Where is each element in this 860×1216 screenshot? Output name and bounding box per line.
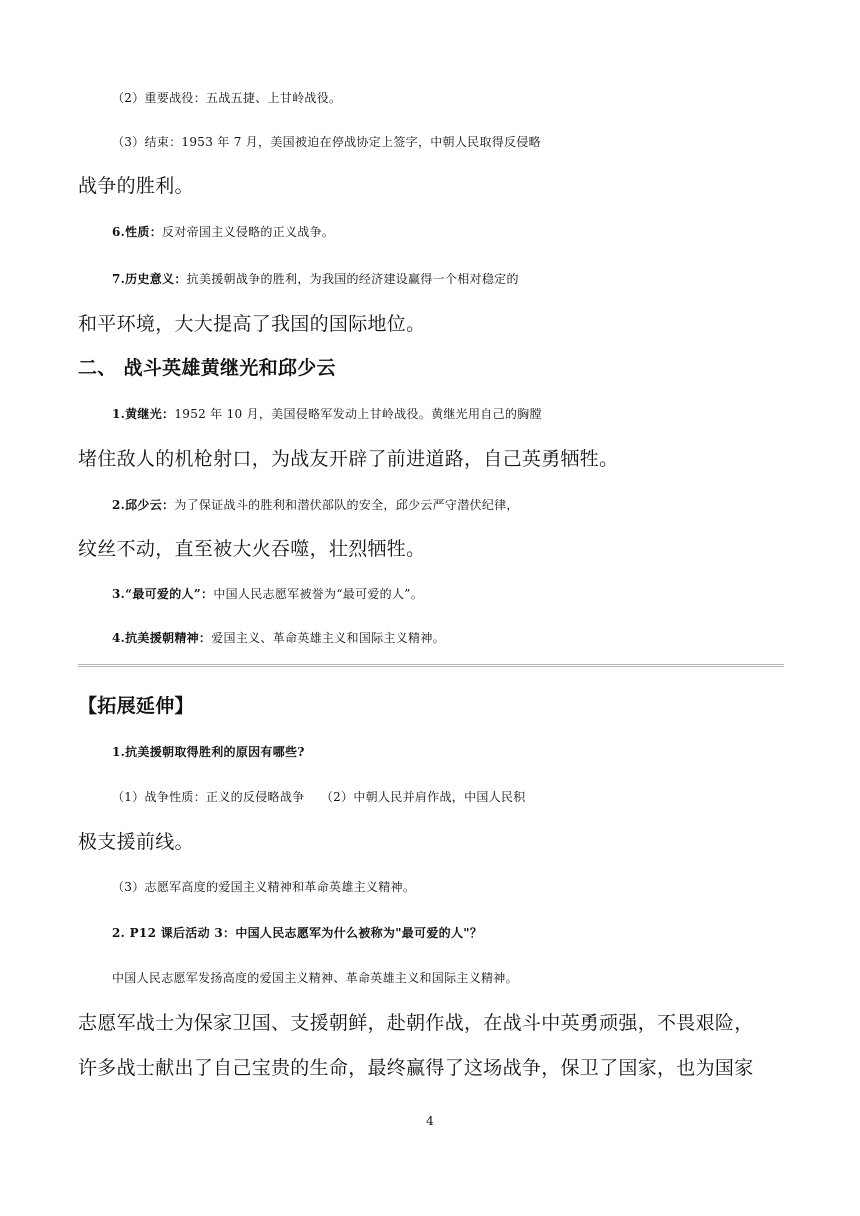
- answer-1-line-3: （3）志愿军高度的爱国主义精神和革命英雄主义精神。: [112, 880, 416, 894]
- answer-1-line-2: 极支援前线。: [78, 831, 194, 853]
- paragraph-huang-jiguang: [112, 400, 818, 428]
- huang-label: 1.黄继光：: [112, 407, 175, 421]
- significance-text: 抗美援朝战争的胜利，为我国的经济建设赢得一个相对稳定的: [186, 272, 519, 286]
- paragraph-most-lovable: [112, 580, 818, 608]
- paragraph-huang-cont: 堵住敌人的机枪射口，为战友开辟了前进道路，自己英勇牺牲。: [78, 448, 619, 470]
- answer-2-line-2: 志愿军战士为保家卫国、支援朝鲜，赴朝作战，在战斗中英勇顽强，不畏艰险，: [78, 1012, 754, 1034]
- paragraph-qiu-cont: 纹丝不动，直至被大火吞噬，壮烈牺牲。: [78, 538, 426, 560]
- paragraph-spirit: [112, 624, 818, 652]
- huang-text: 1952 年 10 月，美国侵略军发动上甘岭战役。黄继光用自己的胸膛: [174, 407, 542, 421]
- spirit-text: 爱国主义、革命英雄主义和国际主义精神。: [211, 631, 445, 645]
- spirit-label: 4.抗美援朝精神：: [112, 631, 212, 645]
- qiu-label: 2.邱少云：: [112, 498, 175, 512]
- answer-2-line-3: 许多战士献出了自己宝贵的生命，最终赢得了这场战争，保卫了国家，也为国家: [78, 1057, 754, 1079]
- section-divider: [78, 664, 784, 667]
- paragraph-qiu-shaoyun: [112, 491, 818, 519]
- qiu-text: 为了保证战斗的胜利和潜伏部队的安全，邱少云严守潜伏纪律，: [174, 498, 519, 512]
- answer-2-line-1: 中国人民志愿军发扬高度的爱国主义精神、革命英雄主义和国际主义精神。: [112, 971, 518, 985]
- question-1: 1.抗美援朝取得胜利的原因有哪些?: [112, 745, 305, 759]
- paragraph-significance: [112, 265, 818, 293]
- question-2: 2. P12 课后活动 3：中国人民志愿军为什么被称为"最可爱的人"？: [112, 926, 483, 940]
- most-lovable-text: 中国人民志愿军被誉为“最可爱的人”。: [213, 587, 424, 601]
- nature-text: 反对帝国主义侵略的正义战争。: [162, 225, 335, 239]
- page-number: 4: [426, 1114, 434, 1128]
- paragraph-end-cont: 战争的胜利。: [78, 175, 194, 197]
- nature-label: 6.性质：: [112, 225, 163, 239]
- paragraph-battles: （2）重要战役：五战五捷、上甘岭战役。: [112, 91, 342, 105]
- section-heading-heroes: 二、 战斗英雄黄继光和邱少云: [78, 357, 336, 379]
- significance-label: 7.历史意义：: [112, 272, 187, 286]
- paragraph-significance-cont: 和平环境，大大提高了我国的国际地位。: [78, 313, 426, 335]
- paragraph-nature: [112, 218, 818, 246]
- extension-heading: 【拓展延伸】: [78, 695, 194, 717]
- most-lovable-label: 3.“最可爱的人”：: [112, 587, 214, 601]
- answer-1-line-1: （1）战争性质：正义的反侵略战争 （2）中朝人民并肩作战，中国人民积: [112, 790, 526, 804]
- paragraph-end: （3）结束：1953 年 7 月，美国被迫在停战协定上签字，中朝人民取得反侵略: [112, 135, 541, 149]
